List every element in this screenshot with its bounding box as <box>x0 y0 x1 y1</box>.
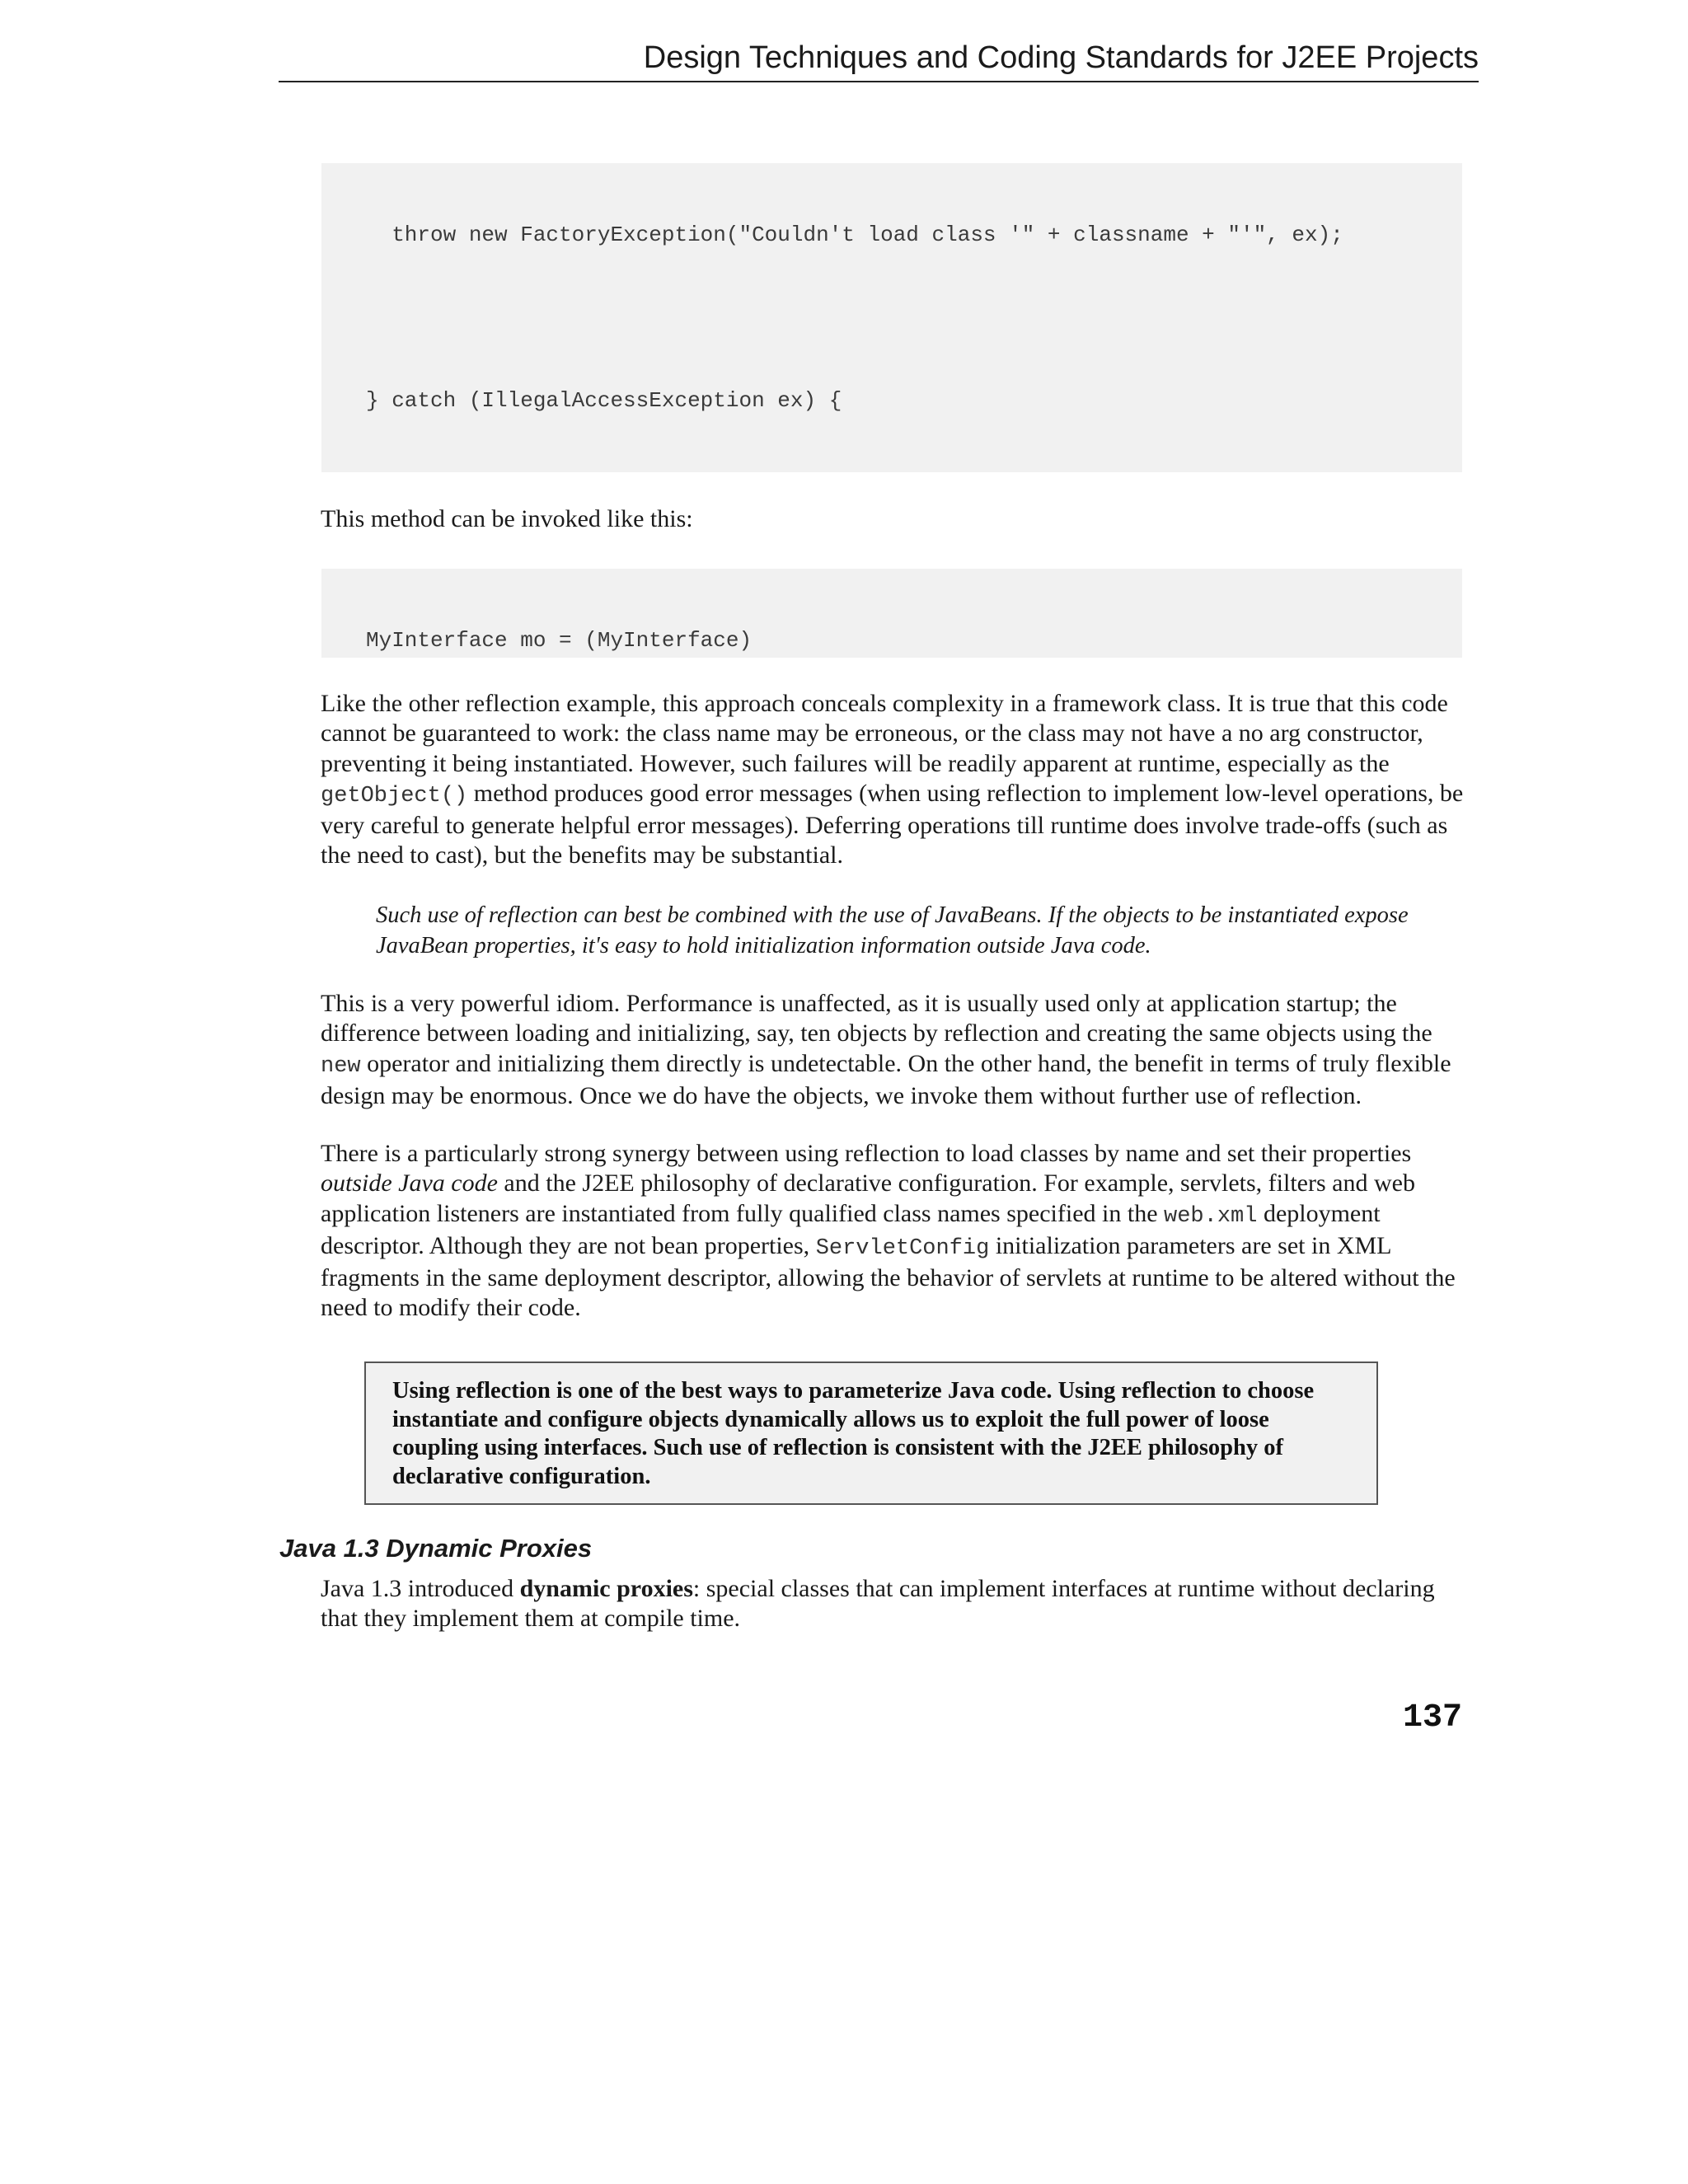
text-run: This is a very powerful idiom. Performance is unaffected, as it is usually used only at application startup; the difference between loading and initializing, say, ten objects by reflection and creating the same objects using the <box>321 990 1432 1047</box>
paragraph-dynamic-proxies <box>321 1574 1475 1634</box>
code-line: throw new FactoryException("Couldn't load class '" + classname + "'", ex); <box>366 223 1343 247</box>
code-block-factory-exceptions <box>321 163 1462 472</box>
code-block-invocation <box>321 569 1462 658</box>
inline-code: web.xml <box>1164 1203 1258 1229</box>
text-run: deployment descriptor. Although they are not bean properties, <box>321 1199 1381 1259</box>
text-run: There is a particularly strong synergy between using reflection to load classes by name and set their properties <box>321 1140 1412 1167</box>
text-run: Like the other reflection example, this approach conceals complexity in a framework class. It is true that this code cannot be guaranteed to work: the class name may be erroneous, or the class may not have a no arg constructor, preventing it being instantiated. However, such failures will be readily apparent at runtime, especially as the <box>321 690 1448 777</box>
text-run: : special classes that can implement interfaces at runtime without declaring that they implement them at compile time. <box>321 1575 1435 1633</box>
paragraph-invoke: This method can be invoked like this: <box>321 505 693 532</box>
section-heading: Java 1.3 Dynamic Proxies <box>279 1534 593 1563</box>
text-run: and the J2EE philosophy of declarative configuration. For example, servlets, filters and web application listeners are instantiated from fully qualified class names specified in the <box>321 1169 1415 1227</box>
text-run: Java 1.3 introduced <box>321 1575 520 1602</box>
inline-code: new <box>321 1053 361 1079</box>
code-line <box>366 471 1462 473</box>
inline-code: getObject() <box>321 783 468 808</box>
paragraph-synergy <box>321 1139 1475 1324</box>
paragraph-reflection-example <box>321 689 1475 871</box>
code-line: } catch (IllegalAccessException ex) { <box>366 388 842 413</box>
code-line <box>366 305 1462 333</box>
bold-term: dynamic proxies <box>519 1575 693 1602</box>
inline-code: ServletConfig <box>815 1235 990 1261</box>
text-run: operator and initializing them directly is undetectable. On the other hand, the benefit in terms of truly flexible design may be enormous. Once we do have the objects, we invoke them without further use of reflection. <box>321 1049 1451 1109</box>
tip-italic: Such use of reflection can best be combined with the use of JavaBeans. If the objects to be instantiated expose JavaBean properties, it's easy to hold initialization information outside Java code. <box>376 902 1409 958</box>
note-text: Using reflection is one of the best ways to parameterize Java code. Using reflection to choose instantiate and configure objects dynamically allows us to exploit the full power of loose coupling using interfaces. Such use of reflection is consistent with the J2EE philosophy of declarative configuration. <box>392 1378 1315 1489</box>
page-number: 137 <box>1402 1699 1462 1736</box>
text-run: method produces good error messages (when using reflection to implement low-level operations, be very careful to generate helpful error messages). Deferring operations till runtime does involve trade-offs (such as the need to cast), but the benefits may be substantial. <box>321 779 1464 869</box>
emphasis: outside Java code <box>321 1169 498 1197</box>
paragraph-powerful-idiom <box>321 989 1475 1111</box>
running-header-title: Design Techniques and Coding Standards for J2EE Projects <box>643 40 1479 75</box>
note-box <box>364 1361 1378 1505</box>
code-line: MyInterface mo = (MyInterface) <box>366 628 753 653</box>
text-run: initialization parameters are set in XML fragments in the same deployment descriptor, allowing the behavior of servlets at runtime to be altered without the need to modify their code. <box>321 1231 1456 1322</box>
running-header <box>279 36 1479 82</box>
